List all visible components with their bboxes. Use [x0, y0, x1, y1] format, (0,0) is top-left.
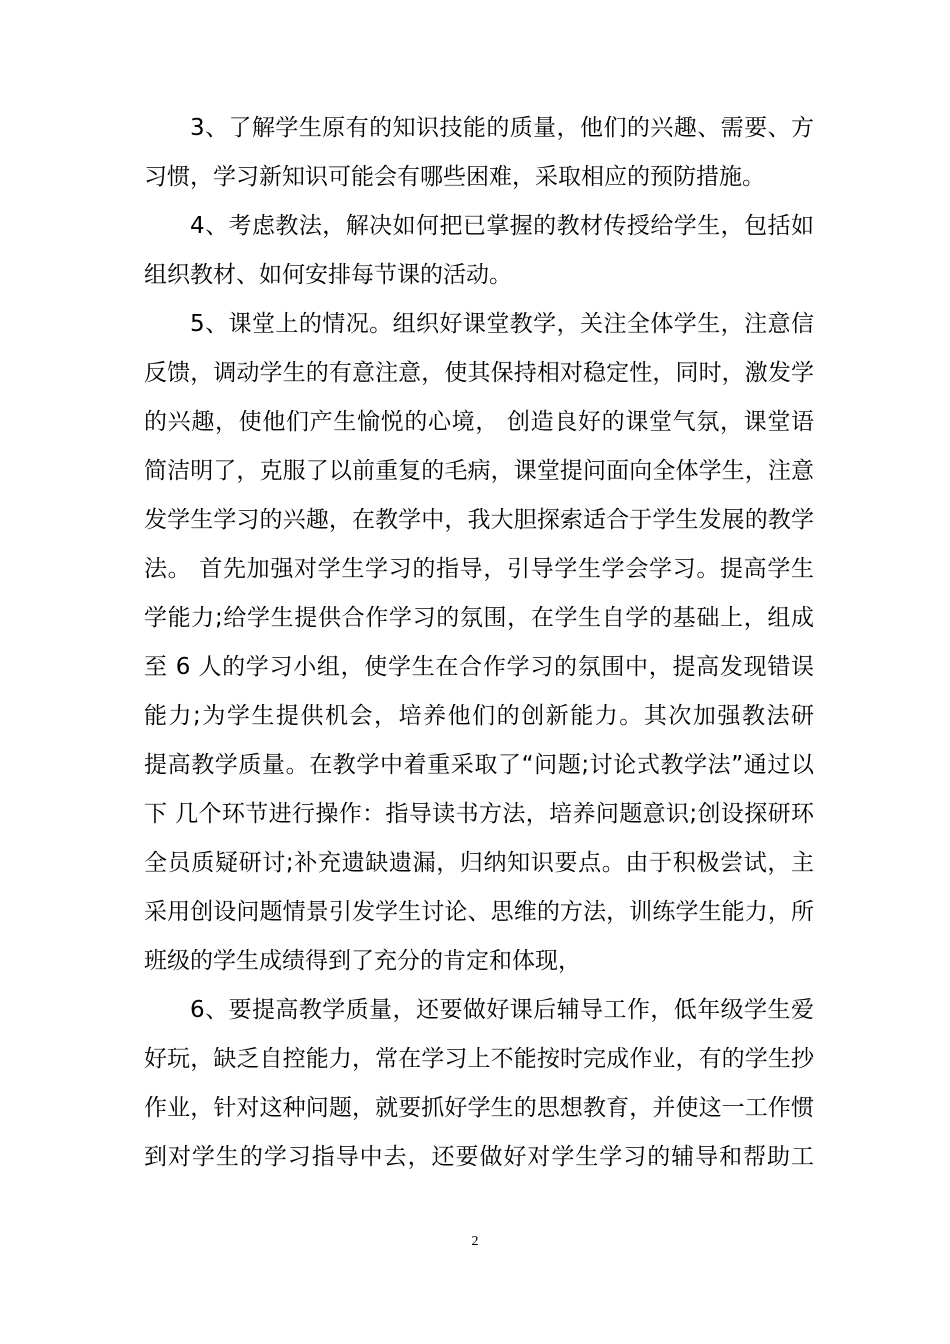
paragraph-line: 采用创设问题情景引发学生讨论、思维的方法，训练学生能力，所	[144, 899, 814, 925]
paragraph-line: 作业，针对这种问题，就要抓好学生的思想教育，并使这一工作惯	[144, 1095, 814, 1121]
paragraph-line: 组织教材、如何安排每节课的活动。	[144, 262, 512, 288]
page-number: 2	[471, 1234, 479, 1249]
paragraph-line: 学能力;给学生提供合作学习的氛围，在学生自学的基础上，组成	[144, 605, 814, 631]
paragraph-line: 简洁明了，克服了以前重复的毛病，课堂提问面向全体学生，注意	[144, 458, 814, 484]
paragraph-line: 反馈，调动学生的有意注意，使其保持相对稳定性，同时，激发学	[144, 360, 814, 386]
paragraph-line: 全员质疑研讨;补充遗缺遗漏，归纳知识要点。由于积极尝试，主	[144, 850, 814, 876]
paragraph-line: 班级的学生成绩得到了充分的肯定和体现，	[144, 948, 581, 974]
paragraph-line: 发学生学习的兴趣，在教学中，我大胆探索适合于学生发展的教学	[144, 507, 814, 533]
paragraph-line: 到对学生的学习指导中去，还要做好对学生学习的辅导和帮助工	[144, 1144, 814, 1170]
paragraph-line: 能力;为学生提供机会，培养他们的创新能力。其次加强教法研	[144, 703, 814, 729]
paragraph-line: 4、考虑教法，解决如何把已掌握的教材传授给学生，包括如	[190, 213, 814, 239]
document-body	[144, 104, 814, 1182]
paragraph-line: 6、要提高教学质量，还要做好课后辅导工作，低年级学生爱	[190, 997, 814, 1023]
paragraph-line: 提高教学质量。在教学中着重采取了“问题;讨论式教学法”通过以	[144, 752, 814, 778]
paragraph-line: 好玩，缺乏自控能力，常在学习上不能按时完成作业，有的学生抄	[144, 1046, 814, 1072]
paragraph-line: 法。 首先加强对学生学习的指导，引导学生学会学习。提高学生	[144, 556, 814, 582]
paragraph-line: 下 几个环节进行操作：指导读书方法，培养问题意识;创设探研环	[144, 801, 814, 827]
paragraph-line: 的兴趣，使他们产生愉悦的心境， 创造良好的课堂气氛，课堂语	[144, 409, 814, 435]
paragraph-line: 习惯，学习新知识可能会有哪些困难，采取相应的预防措施。	[144, 164, 765, 190]
paragraph-line: 5、课堂上的情况。组织好课堂教学，关注全体学生，注意信	[190, 311, 814, 337]
paragraph-line: 至 6 人的学习小组，使学生在合作学习的氛围中，提高发现错误	[144, 654, 814, 680]
paragraph-line: 3、了解学生原有的知识技能的质量，他们的兴趣、需要、方	[190, 115, 814, 141]
